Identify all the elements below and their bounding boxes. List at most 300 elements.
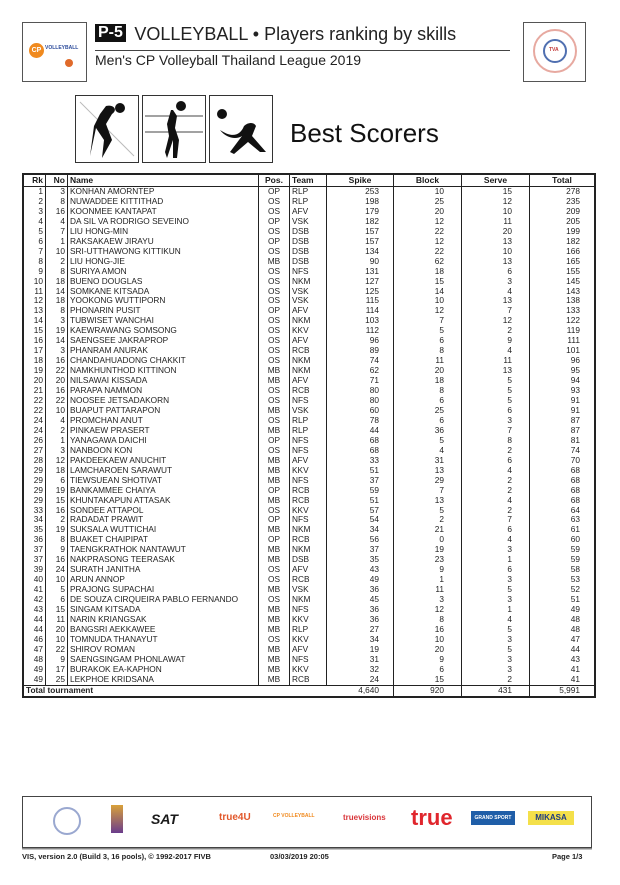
total-cell: 122 <box>530 316 596 326</box>
name-cell: SOMKANE KITSADA <box>68 287 259 297</box>
rank-cell: 29 <box>23 476 46 486</box>
total-cell: 59 <box>530 555 596 565</box>
name-cell: KOONMEE KANTAPAT <box>68 207 259 217</box>
name-cell: PARAPA NAMMON <box>68 386 259 396</box>
position-cell: OS <box>259 227 290 237</box>
team-cell: RCB <box>290 386 327 396</box>
team-cell: RCB <box>290 575 327 585</box>
number-cell: 6 <box>46 595 68 605</box>
position-cell: OS <box>259 277 290 287</box>
position-cell: MB <box>259 456 290 466</box>
position-cell: MB <box>259 555 290 565</box>
rank-cell: 22 <box>23 396 46 406</box>
team-cell: VSK <box>290 287 327 297</box>
total-cell: 51 <box>530 595 596 605</box>
rank-cell: 39 <box>23 565 46 575</box>
number-cell: 16 <box>46 386 68 396</box>
rank-cell: 12 <box>23 296 46 306</box>
rank-cell: 26 <box>23 436 46 446</box>
serve-cell: 4 <box>462 535 530 545</box>
number-cell: 1 <box>46 237 68 247</box>
serve-cell: 13 <box>462 257 530 267</box>
serve-cell: 6 <box>462 456 530 466</box>
team-cell: RCB <box>290 346 327 356</box>
position-cell: OS <box>259 267 290 277</box>
block-cell: 12 <box>394 217 462 227</box>
spike-cell: 134 <box>327 247 394 257</box>
block-cell: 8 <box>394 615 462 625</box>
number-cell: 2 <box>46 257 68 267</box>
tva-inner <box>543 39 567 63</box>
rank-cell: 4 <box>23 217 46 227</box>
position-cell: MB <box>259 466 290 476</box>
total-cell: 95 <box>530 366 596 376</box>
page-title <box>95 24 510 51</box>
name-cell: PHANRAM ANURAK <box>68 346 259 356</box>
rank-cell: 8 <box>23 257 46 267</box>
block-cell: 23 <box>394 555 462 565</box>
position-cell: OS <box>259 197 290 207</box>
number-cell: 4 <box>46 416 68 426</box>
block-cell: 16 <box>394 625 462 635</box>
block-cell: 22 <box>394 227 462 237</box>
block-cell: 5 <box>394 326 462 336</box>
cp-volleyball-sponsor-logo: CP VOLLEYBALL <box>273 813 315 819</box>
name-cell: NAMKHUNTHOD KITTINON <box>68 366 259 376</box>
team-cell: AFV <box>290 376 327 386</box>
number-cell: 18 <box>46 296 68 306</box>
team-cell: AFV <box>290 306 327 316</box>
serve-cell: 4 <box>462 496 530 506</box>
team-cell: AFV <box>290 207 327 217</box>
block-cell: 7 <box>394 316 462 326</box>
number-cell: 22 <box>46 645 68 655</box>
spike-cell: 62 <box>327 366 394 376</box>
team-cell: DSB <box>290 555 327 565</box>
team-cell: RLP <box>290 187 327 197</box>
total-cell: 44 <box>530 645 596 655</box>
total-cell: 91 <box>530 406 596 416</box>
number-cell: 20 <box>46 376 68 386</box>
team-cell: RLP <box>290 197 327 207</box>
position-cell: MB <box>259 545 290 555</box>
team-cell: NFS <box>290 446 327 456</box>
team-cell: KKV <box>290 635 327 645</box>
name-cell: BUAKET CHAIPIPAT <box>68 535 259 545</box>
position-cell: MB <box>259 585 290 595</box>
rank-cell: 44 <box>23 615 46 625</box>
tva-ring <box>533 29 577 73</box>
tva-logo <box>523 22 586 82</box>
serve-cell: 13 <box>462 296 530 306</box>
name-cell: PAKDEEKAEW ANUCHIT <box>68 456 259 466</box>
block-cell: 20 <box>394 645 462 655</box>
total-cell: 119 <box>530 326 596 336</box>
block-cell: 7 <box>394 486 462 496</box>
rank-cell: 37 <box>23 555 46 565</box>
team-cell: RCB <box>290 486 327 496</box>
tva-sponsor-logo <box>53 807 81 835</box>
serve-cell: 6 <box>462 406 530 416</box>
name-cell: SHIROV ROMAN <box>68 645 259 655</box>
spike-cell: 19 <box>327 645 394 655</box>
number-cell: 3 <box>46 187 68 197</box>
total-serve: 431 <box>462 685 530 696</box>
number-cell: 22 <box>46 366 68 376</box>
number-cell: 8 <box>46 197 68 207</box>
number-cell: 10 <box>46 575 68 585</box>
rank-cell: 46 <box>23 635 46 645</box>
position-cell: MB <box>259 257 290 267</box>
name-cell: NAKPRASONG TEERASAK <box>68 555 259 565</box>
number-cell: 1 <box>46 436 68 446</box>
team-cell: NKM <box>290 366 327 376</box>
spike-cell: 68 <box>327 436 394 446</box>
serve-cell: 5 <box>462 645 530 655</box>
serve-cell: 13 <box>462 366 530 376</box>
total-cell: 209 <box>530 207 596 217</box>
serve-cell: 7 <box>462 426 530 436</box>
position-cell: MB <box>259 665 290 675</box>
rank-cell: 36 <box>23 535 46 545</box>
team-cell: AFV <box>290 336 327 346</box>
total-cell: 199 <box>530 227 596 237</box>
total-cell: 138 <box>530 296 596 306</box>
total-cell: 133 <box>530 306 596 316</box>
total-cell: 96 <box>530 356 596 366</box>
name-cell: SAENGSEE JAKRAPROP <box>68 336 259 346</box>
spike-cell: 36 <box>327 605 394 615</box>
serve-cell: 2 <box>462 675 530 685</box>
block-cell: 6 <box>394 396 462 406</box>
position-cell: OS <box>259 287 290 297</box>
spike-cell: 43 <box>327 565 394 575</box>
total-cell: 68 <box>530 476 596 486</box>
total-cell: 59 <box>530 545 596 555</box>
rank-cell: 33 <box>23 506 46 516</box>
block-cell: 15 <box>394 277 462 287</box>
position-cell: MB <box>259 525 290 535</box>
block-cell: 6 <box>394 665 462 675</box>
name-cell: LIU HONG-JIE <box>68 257 259 267</box>
block-cell: 1 <box>394 575 462 585</box>
name-cell: SRI-UTTHAWONG KITTIKUN <box>68 247 259 257</box>
serve-cell: 5 <box>462 376 530 386</box>
serve-cell: 3 <box>462 595 530 605</box>
position-cell: OP <box>259 535 290 545</box>
serve-cell: 12 <box>462 197 530 207</box>
team-cell: NKM <box>290 525 327 535</box>
team-cell: NFS <box>290 267 327 277</box>
name-cell: PRAJONG SUPACHAI <box>68 585 259 595</box>
spike-cell: 68 <box>327 446 394 456</box>
block-cell: 18 <box>394 267 462 277</box>
rank-cell: 24 <box>23 426 46 436</box>
sponsor-bar <box>22 796 592 848</box>
team-cell: RCB <box>290 535 327 545</box>
position-cell: OS <box>259 326 290 336</box>
name-cell: TAENGKRATHOK NANTAWUT <box>68 545 259 555</box>
position-cell: OS <box>259 446 290 456</box>
name-cell: NUWADDEE KITTITHAD <box>68 197 259 207</box>
spike-cell: 112 <box>327 326 394 336</box>
block-cell: 8 <box>394 386 462 396</box>
block-cell: 29 <box>394 476 462 486</box>
position-cell: OS <box>259 506 290 516</box>
serve-icon <box>209 95 273 163</box>
footer-version: VIS, version 2.0 (Build 3, 16 pools), © 1992-2017 FIVB <box>22 852 211 861</box>
spike-cell: 179 <box>327 207 394 217</box>
number-cell: 4 <box>46 217 68 227</box>
block-icon <box>142 95 206 163</box>
number-cell: 16 <box>46 555 68 565</box>
block-cell: 18 <box>394 376 462 386</box>
rank-cell: 10 <box>23 277 46 287</box>
rank-cell: 40 <box>23 575 46 585</box>
team-cell: KKV <box>290 466 327 476</box>
position-cell: OP <box>259 217 290 227</box>
spike-cell: 31 <box>327 655 394 665</box>
block-cell: 25 <box>394 197 462 207</box>
total-cell: 58 <box>530 565 596 575</box>
rank-cell: 5 <box>23 227 46 237</box>
number-cell: 18 <box>46 466 68 476</box>
team-cell: NFS <box>290 436 327 446</box>
serve-cell: 2 <box>462 476 530 486</box>
name-cell: SINGAM KITSADA <box>68 605 259 615</box>
position-cell: MB <box>259 655 290 665</box>
serve-cell: 3 <box>462 635 530 645</box>
position-cell: OS <box>259 336 290 346</box>
position-cell: MB <box>259 675 290 685</box>
rank-cell: 6 <box>23 237 46 247</box>
name-cell: TUBWISET WANCHAI <box>68 316 259 326</box>
serve-cell: 5 <box>462 386 530 396</box>
position-cell: MB <box>259 645 290 655</box>
block-cell: 9 <box>394 655 462 665</box>
section-title: Best Scorers <box>290 118 439 148</box>
number-cell: 16 <box>46 506 68 516</box>
position-cell: MB <box>259 496 290 506</box>
spike-cell: 103 <box>327 316 394 326</box>
team-cell: DSB <box>290 257 327 267</box>
serve-cell: 12 <box>462 316 530 326</box>
spike-cell: 51 <box>327 496 394 506</box>
spike-cell: 114 <box>327 306 394 316</box>
team-cell: NFS <box>290 476 327 486</box>
name-cell: NOOSEE JETSADAKORN <box>68 396 259 406</box>
rank-cell: 43 <box>23 605 46 615</box>
total-cell: 53 <box>530 575 596 585</box>
spike-cell: 37 <box>327 476 394 486</box>
spike-cell: 54 <box>327 515 394 525</box>
block-cell: 12 <box>394 306 462 316</box>
name-cell: PINKAEW PRASERT <box>68 426 259 436</box>
table-row <box>23 675 595 685</box>
spike-cell: 49 <box>327 575 394 585</box>
rank-cell: 21 <box>23 386 46 396</box>
rank-cell: 20 <box>23 376 46 386</box>
total-cell: 143 <box>530 287 596 297</box>
rank-cell: 15 <box>23 326 46 336</box>
block-cell: 14 <box>394 287 462 297</box>
name-cell: RAKSAKAEW JIRAYU <box>68 237 259 247</box>
block-cell: 5 <box>394 436 462 446</box>
spike-cell: 36 <box>327 585 394 595</box>
spike-cell: 198 <box>327 197 394 207</box>
rank-cell: 11 <box>23 287 46 297</box>
spike-cell: 27 <box>327 625 394 635</box>
total-cell: 182 <box>530 237 596 247</box>
spike-cell: 34 <box>327 635 394 645</box>
team-cell: RLP <box>290 625 327 635</box>
rank-cell: 35 <box>23 525 46 535</box>
total-label: Total tournament <box>23 685 327 696</box>
block-cell: 22 <box>394 247 462 257</box>
block-cell: 5 <box>394 506 462 516</box>
team-cell: KKV <box>290 326 327 336</box>
spike-cell: 89 <box>327 346 394 356</box>
team-cell: NKM <box>290 277 327 287</box>
name-cell: LEKPHOE KRIDSANA <box>68 675 259 685</box>
spike-cell: 36 <box>327 615 394 625</box>
team-cell: NKM <box>290 545 327 555</box>
serve-cell: 7 <box>462 515 530 525</box>
name-cell: PHONARIN PUSIT <box>68 306 259 316</box>
col-total: Total <box>530 174 596 187</box>
rank-cell: 17 <box>23 346 46 356</box>
block-cell: 9 <box>394 565 462 575</box>
team-cell: NFS <box>290 605 327 615</box>
spike-cell: 115 <box>327 296 394 306</box>
number-cell: 16 <box>46 356 68 366</box>
position-cell: OP <box>259 436 290 446</box>
block-cell: 20 <box>394 366 462 376</box>
number-cell: 10 <box>46 406 68 416</box>
spike-cell: 131 <box>327 267 394 277</box>
block-cell: 25 <box>394 406 462 416</box>
number-cell: 16 <box>46 207 68 217</box>
rank-cell: 29 <box>23 466 46 476</box>
col-name: Name <box>68 174 259 187</box>
total-cell: 68 <box>530 496 596 506</box>
name-cell: LAMCHAROEN SARAWUT <box>68 466 259 476</box>
rank-cell: 44 <box>23 625 46 635</box>
serve-cell: 13 <box>462 237 530 247</box>
name-cell: YANAGAWA DAICHI <box>68 436 259 446</box>
total-cell: 166 <box>530 247 596 257</box>
name-cell: CHANDAHUADONG CHAKKIT <box>68 356 259 366</box>
spike-cell: 157 <box>327 237 394 247</box>
total-cell: 165 <box>530 257 596 267</box>
number-cell: 24 <box>46 565 68 575</box>
total-cell: 47 <box>530 635 596 645</box>
block-cell: 11 <box>394 585 462 595</box>
serve-cell: 3 <box>462 575 530 585</box>
number-cell: 8 <box>46 267 68 277</box>
block-cell: 0 <box>394 535 462 545</box>
col-position: Pos. <box>259 174 290 187</box>
name-cell: BURAKOK EA-KAPHON <box>68 665 259 675</box>
team-cell: NFS <box>290 655 327 665</box>
serve-cell: 1 <box>462 605 530 615</box>
name-cell: TIEWSUEAN SHOTIVAT <box>68 476 259 486</box>
number-cell: 18 <box>46 277 68 287</box>
rank-cell: 49 <box>23 665 46 675</box>
rank-cell: 24 <box>23 416 46 426</box>
spike-cell: 59 <box>327 486 394 496</box>
spike-cell: 37 <box>327 545 394 555</box>
total-cell: 41 <box>530 675 596 685</box>
block-cell: 12 <box>394 237 462 247</box>
total-cell: 145 <box>530 277 596 287</box>
position-cell: MB <box>259 376 290 386</box>
spike-cell: 32 <box>327 665 394 675</box>
nsdf-sponsor-logo <box>111 805 123 833</box>
serve-cell: 10 <box>462 247 530 257</box>
team-cell: KKV <box>290 506 327 516</box>
number-cell: 19 <box>46 326 68 336</box>
spike-cell: 57 <box>327 506 394 516</box>
block-cell: 6 <box>394 336 462 346</box>
number-cell: 7 <box>46 227 68 237</box>
name-cell: SURATH JANITHA <box>68 565 259 575</box>
total-cell: 278 <box>530 187 596 197</box>
team-cell: VSK <box>290 585 327 595</box>
rank-cell: 27 <box>23 446 46 456</box>
cp-volleyball-logo <box>22 22 87 82</box>
serve-cell: 1 <box>462 555 530 565</box>
team-cell: AFV <box>290 645 327 655</box>
serve-cell: 3 <box>462 277 530 287</box>
spike-cell: 24 <box>327 675 394 685</box>
rank-cell: 2 <box>23 197 46 207</box>
team-cell: RCB <box>290 496 327 506</box>
team-cell: RLP <box>290 426 327 436</box>
number-cell: 11 <box>46 615 68 625</box>
team-cell: KKV <box>290 665 327 675</box>
rank-cell: 22 <box>23 406 46 416</box>
team-cell: NKM <box>290 356 327 366</box>
name-cell: NARIN KRIANGSAK <box>68 615 259 625</box>
rank-cell: 18 <box>23 356 46 366</box>
number-cell: 10 <box>46 635 68 645</box>
true-sponsor-logo: true <box>411 805 453 830</box>
team-cell: KKV <box>290 615 327 625</box>
number-cell: 17 <box>46 665 68 675</box>
total-cell: 91 <box>530 396 596 406</box>
number-cell: 8 <box>46 535 68 545</box>
position-cell: OP <box>259 306 290 316</box>
number-cell: 25 <box>46 675 68 685</box>
total-cell: 43 <box>530 655 596 665</box>
number-cell: 6 <box>46 476 68 486</box>
spike-cell: 34 <box>327 525 394 535</box>
serve-cell: 4 <box>462 466 530 476</box>
total-cell: 155 <box>530 267 596 277</box>
name-cell: DA SIL VA RODRIGO SEVEINO <box>68 217 259 227</box>
serve-cell: 11 <box>462 217 530 227</box>
serve-cell: 3 <box>462 545 530 555</box>
name-cell: YOOKONG WUTTIPORN <box>68 296 259 306</box>
number-cell: 22 <box>46 396 68 406</box>
block-cell: 36 <box>394 426 462 436</box>
team-cell: DSB <box>290 237 327 247</box>
total-cell: 205 <box>530 217 596 227</box>
block-cell: 15 <box>394 675 462 685</box>
serve-cell: 4 <box>462 346 530 356</box>
number-cell: 9 <box>46 655 68 665</box>
